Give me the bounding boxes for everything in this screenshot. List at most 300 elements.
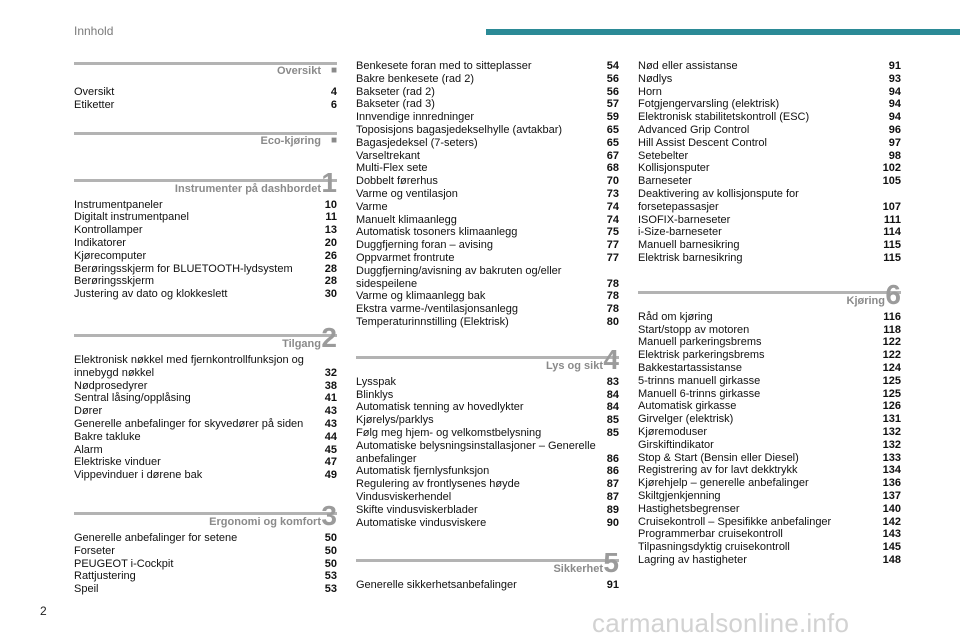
toc-entry-page: 28 <box>324 262 337 275</box>
toc-entry-page: 50 <box>324 557 337 570</box>
toc-entry-title: Varseltrekant <box>356 149 420 162</box>
toc-entry-title: 5-trinns manuell girkasse <box>638 374 761 387</box>
toc-entry-title: Bakseter (rad 2) <box>356 85 435 98</box>
toc-entry-title: Barneseter <box>638 175 692 188</box>
toc-entry[interactable] <box>638 541 901 554</box>
toc-entry[interactable] <box>638 111 901 124</box>
section-tilgang <box>74 321 337 482</box>
toc-entry-page: 126 <box>882 400 901 413</box>
toc-entry-page: 6 <box>330 98 337 111</box>
toc-entry-page: 68 <box>606 162 619 175</box>
toc-entry-title: Rattjustering <box>74 570 136 583</box>
toc-entry[interactable] <box>638 311 901 324</box>
toc-entry-title: Automatisk girkasse <box>638 400 737 413</box>
toc-entry-page: 56 <box>606 85 619 98</box>
toc-entry[interactable] <box>638 226 901 239</box>
toc-entry-page: 30 <box>324 288 337 301</box>
toc-entry[interactable] <box>638 86 901 99</box>
toc-entry[interactable] <box>74 469 337 482</box>
section-instrumenter-pa-dashbordet <box>74 166 337 301</box>
toc-entry-page: 87 <box>606 490 619 503</box>
section-rule <box>74 334 337 337</box>
section-rule <box>74 512 337 515</box>
toc-entry-page: 131 <box>882 413 901 426</box>
section-sikkerhet <box>638 60 901 265</box>
toc-entry[interactable] <box>638 150 901 163</box>
toc-entry-page: 94 <box>888 85 901 98</box>
toc-entry[interactable] <box>356 73 619 86</box>
section-number: 1 <box>321 166 337 198</box>
section-number: 6 <box>885 278 901 310</box>
section-header <box>74 60 337 86</box>
toc-entry-page: 140 <box>882 502 901 515</box>
toc-entry[interactable] <box>74 263 337 276</box>
toc-entry[interactable] <box>638 98 901 111</box>
section-header <box>74 499 337 532</box>
toc-entry-title: Instrumentpaneler <box>74 198 163 211</box>
toc-entry-page: 41 <box>324 392 337 405</box>
section-number: 2 <box>321 321 337 353</box>
toc-entry[interactable] <box>74 250 337 263</box>
toc-entry-title: Indikatorer <box>74 236 126 249</box>
toc-entry-page: 20 <box>324 236 337 249</box>
toc-entry-page: 53 <box>324 570 337 583</box>
toc-entry-title: Registrering av for lavt dekktrykk <box>638 464 798 477</box>
toc-entry-page: 11 <box>325 211 337 224</box>
toc-entry-page: 111 <box>883 213 901 226</box>
section-kj-ring <box>638 278 901 567</box>
toc-entry[interactable] <box>74 288 337 301</box>
toc-entry[interactable] <box>74 558 337 571</box>
toc-entry-page: 57 <box>606 98 619 111</box>
toc-entry-title: Varme og ventilasjon <box>356 187 458 200</box>
section-title: Sikkerhet <box>553 563 603 576</box>
toc-entry-title: Advanced Grip Control <box>638 123 750 136</box>
toc-entry[interactable] <box>356 98 619 111</box>
toc-entry[interactable] <box>356 316 619 329</box>
toc-entry-page: 94 <box>888 98 901 111</box>
toc-entry[interactable] <box>356 265 619 291</box>
toc-entry-page: 4 <box>330 86 337 98</box>
toc-entry-page: 107 <box>882 200 901 213</box>
toc-entry[interactable] <box>638 214 901 227</box>
toc-entry[interactable] <box>74 380 337 393</box>
toc-entry[interactable] <box>638 188 901 214</box>
toc-entry[interactable] <box>638 400 901 413</box>
toc-entry-title: Nødprosedyrer <box>74 379 148 392</box>
toc-entry[interactable] <box>638 73 901 86</box>
toc-entry[interactable] <box>356 504 619 517</box>
toc-entry-page: 26 <box>324 249 337 262</box>
toc-entry-title: Alarm <box>74 443 103 456</box>
toc-entry[interactable] <box>74 456 337 469</box>
section-header <box>74 130 337 156</box>
toc-entry-page: 84 <box>606 401 619 414</box>
toc-entry[interactable] <box>638 439 901 452</box>
toc-entry-page: 50 <box>324 531 337 544</box>
toc-entry-title: Ekstra varme-/ventilasjonsanlegg <box>356 303 519 316</box>
toc-entry-title: Multi-Flex sete <box>356 162 428 175</box>
section-lys-og-sikt <box>356 343 619 530</box>
watermark: carmanualsonline.info <box>592 608 850 638</box>
toc-entry-title: Varme <box>356 200 388 213</box>
toc-entry-title: Temperaturinnstilling (Elektrisk) <box>356 315 509 328</box>
toc-entry-page: 10 <box>324 198 337 211</box>
toc-entry-title: Bakkestartassistanse <box>638 361 742 374</box>
toc-entry-page: 84 <box>606 388 619 401</box>
toc-entry-title: Råd om kjøring <box>638 310 713 323</box>
toc-entry[interactable] <box>356 214 619 227</box>
toc-entry-title: Hastighetsbegrenser <box>638 502 740 515</box>
toc-entry[interactable] <box>638 137 901 150</box>
toc-entry-page: 90 <box>606 516 619 529</box>
toc-entry-title: Tilpasningsdyktig cruisekontroll <box>638 541 790 554</box>
toc-entry[interactable] <box>356 226 619 239</box>
toc-entry-title: Programmerbar cruisekontroll <box>638 528 783 541</box>
toc-entry[interactable] <box>638 375 901 388</box>
toc-entry[interactable] <box>74 418 337 431</box>
toc-entry[interactable] <box>356 188 619 201</box>
toc-entry-title: Duggfjerning foran – avising <box>356 239 493 252</box>
toc-entry-page: 137 <box>882 489 901 502</box>
toc-entry-page: 43 <box>324 405 337 418</box>
section-title: Instrumenter på dashbordet <box>174 182 321 195</box>
toc-entry-title: Kollisjonsputer <box>638 162 710 175</box>
toc-entry[interactable] <box>638 324 901 337</box>
toc-entry-page: 77 <box>606 251 619 264</box>
toc-entry-page: 67 <box>606 149 619 162</box>
toc-entry[interactable] <box>74 275 337 288</box>
section-title: Ergonomi og komfort <box>209 515 321 528</box>
toc-entry-page: 96 <box>888 123 901 136</box>
toc-entry-page: 118 <box>883 323 901 336</box>
section-header <box>74 166 337 199</box>
toc-entry-page: 116 <box>883 310 901 323</box>
toc-entry[interactable] <box>74 99 337 112</box>
toc-entry[interactable] <box>638 239 901 252</box>
toc-entry-title: Nødlys <box>638 72 673 85</box>
toc-entry-title: Kjørehjelp – generelle anbefalinger <box>638 477 809 490</box>
toc-entry[interactable] <box>356 162 619 175</box>
toc-entry[interactable] <box>356 86 619 99</box>
toc-entry[interactable] <box>356 376 619 389</box>
toc-entry[interactable] <box>74 532 337 545</box>
toc-entry[interactable] <box>74 392 337 405</box>
toc-entry[interactable] <box>356 465 619 478</box>
toc-entry-page: 133 <box>882 451 901 464</box>
toc-entry[interactable] <box>638 162 901 175</box>
toc-entry-title: Vippevinduer i dørene bak <box>74 469 203 482</box>
toc-entry[interactable] <box>74 545 337 558</box>
toc-entry[interactable] <box>356 478 619 491</box>
toc-entry-page: 91 <box>606 579 619 592</box>
toc-entry-page: 132 <box>882 438 901 451</box>
toc-entry[interactable] <box>638 175 901 188</box>
toc-entry[interactable] <box>74 86 337 99</box>
toc-entry-page: 65 <box>606 123 619 136</box>
toc-entry-title: Automatisk fjernlysfunksjon <box>356 465 490 478</box>
toc-entry-title: Hill Assist Descent Control <box>638 136 767 149</box>
toc-entry-page: 86 <box>606 452 619 465</box>
toc-entry-page: 78 <box>606 290 619 303</box>
toc-entry[interactable] <box>638 336 901 349</box>
running-header: Innhold <box>74 24 114 38</box>
toc-entry[interactable] <box>356 414 619 427</box>
toc-entry-title: Etiketter <box>74 98 115 111</box>
toc-entry[interactable] <box>356 201 619 214</box>
toc-entry-page: 28 <box>324 275 337 288</box>
toc-entry-page: 50 <box>324 544 337 557</box>
toc-entry[interactable] <box>74 199 337 212</box>
toc-entry-page: 89 <box>606 503 619 516</box>
toc-entry-page: 78 <box>606 277 619 290</box>
toc-entry-page: 91 <box>888 60 901 72</box>
toc-entry-title: Skifte vindusviskerblader <box>356 503 478 516</box>
toc-entry-title: Berøringsskjerm <box>74 275 155 288</box>
toc-entry[interactable] <box>74 444 337 457</box>
toc-entry-page: 73 <box>606 187 619 200</box>
toc-entry-page: 78 <box>606 303 619 316</box>
toc-entry[interactable] <box>356 175 619 188</box>
toc-entry-page: 122 <box>882 349 901 362</box>
toc-entry-title: Cruisekontroll – Spesifikke anbefalinger <box>638 515 832 528</box>
toc-entry[interactable] <box>74 237 337 250</box>
toc-entry-title: Girvelger (elektrisk) <box>638 413 734 426</box>
toc-entry[interactable] <box>356 137 619 150</box>
toc-entry[interactable] <box>638 349 901 362</box>
section-title: Kjøring <box>846 294 885 307</box>
toc-entry-title: Deaktivering av kollisjonspute for forsetepassasjer <box>638 187 799 213</box>
section-header <box>356 343 619 376</box>
toc-entry-title: Start/stopp av motoren <box>638 323 750 336</box>
toc-entry-page: 59 <box>606 111 619 124</box>
toc-entry-title: Setebelter <box>638 149 689 162</box>
toc-entry-page: 97 <box>888 136 901 149</box>
toc-entry[interactable] <box>638 124 901 137</box>
toc-entry-page: 94 <box>888 111 901 124</box>
toc-entry[interactable] <box>638 252 901 265</box>
toc-entry[interactable] <box>356 427 619 440</box>
section-sikkerhet <box>356 547 619 592</box>
toc-entry[interactable] <box>638 426 901 439</box>
toc-column-2 <box>356 60 619 592</box>
toc-entry[interactable] <box>356 517 619 530</box>
toc-entry-title: Elektriske vinduer <box>74 456 161 469</box>
section-header <box>356 547 619 579</box>
toc-entry-title: Lysspak <box>356 375 396 388</box>
toc-entry-title: Horn <box>638 85 662 98</box>
toc-entry[interactable] <box>356 491 619 504</box>
toc-entry-page: 132 <box>882 425 901 438</box>
toc-entry[interactable] <box>638 388 901 401</box>
toc-entry-title: Innvendige innredninger <box>356 111 475 124</box>
toc-entry-title: Sentral låsing/opplåsing <box>74 392 191 405</box>
toc-entry-title: Elektronisk nøkkel med fjernkontrollfunksjon og innebygd nøkkel <box>74 353 304 379</box>
toc-entry-title: Elektronisk stabilitetskontroll (ESC) <box>638 111 810 124</box>
toc-column-1 <box>74 60 337 596</box>
toc-entry-page: 85 <box>606 426 619 439</box>
toc-entry-title: Stop & Start (Bensin eller Diesel) <box>638 451 799 464</box>
section-title: Eco-kjøring <box>260 134 321 147</box>
toc-entry[interactable] <box>638 490 901 503</box>
toc-entry[interactable] <box>74 354 337 380</box>
toc-entry-title: ISOFIX-barneseter <box>638 213 731 226</box>
toc-entry[interactable] <box>74 431 337 444</box>
toc-entry-page: 80 <box>606 315 619 328</box>
toc-entry-page: 125 <box>882 374 901 387</box>
toc-entry[interactable] <box>356 290 619 303</box>
toc-entry-title: Dører <box>74 405 103 418</box>
toc-entry-title: Kontrollamper <box>74 224 143 237</box>
toc-entry-title: Manuell parkeringsbrems <box>638 336 762 349</box>
toc-entry-title: Kjørelys/parklys <box>356 414 434 427</box>
section-ergonomi-og-komfort <box>356 60 619 329</box>
toc-entry[interactable] <box>638 413 901 426</box>
toc-entry-title: Speil <box>74 583 99 596</box>
toc-entry-title: Duggfjerning/avisning av bakruten og/eller sidespeilene <box>356 264 562 290</box>
toc-entry-page: 54 <box>606 60 619 72</box>
toc-entry-page: 13 <box>324 224 337 237</box>
section-title: Tilgang <box>282 337 321 350</box>
toc-entry-page: 124 <box>882 361 901 374</box>
toc-entry-title: Manuell barnesikring <box>638 239 740 252</box>
toc-entry-title: Skiltgjenkjenning <box>638 489 721 502</box>
toc-entry-title: Generelle sikkerhetsanbefalinger <box>356 579 517 592</box>
section-number: 5 <box>603 547 619 579</box>
toc-entry-title: Bakre takluke <box>74 430 141 443</box>
toc-entry-page: 47 <box>324 456 337 469</box>
toc-entry-title: Følg meg hjem- og velkomstbelysning <box>356 426 542 439</box>
toc-entry-title: Bakseter (rad 3) <box>356 98 435 111</box>
toc-entry[interactable] <box>638 60 901 73</box>
toc-entry-title: Justering av dato og klokkeslett <box>74 288 228 301</box>
toc-entry[interactable] <box>638 477 901 490</box>
toc-entry-title: Elektrisk parkeringsbrems <box>638 349 765 362</box>
toc-entry[interactable] <box>74 224 337 237</box>
toc-entry-title: Lagring av hastigheter <box>638 553 747 566</box>
toc-entry[interactable] <box>356 579 619 592</box>
toc-entry-page: 125 <box>882 387 901 400</box>
header-accent-bar <box>486 29 960 35</box>
toc-entry-page: 75 <box>606 226 619 239</box>
toc-entry[interactable] <box>638 362 901 375</box>
square-bullet-icon: ■ <box>330 65 337 76</box>
toc-entry-title: Vindusviskerhendel <box>356 490 452 503</box>
toc-entry-page: 44 <box>324 430 337 443</box>
toc-entry-page: 115 <box>883 239 901 252</box>
toc-entry[interactable] <box>638 516 901 529</box>
toc-entry-page: 74 <box>606 200 619 213</box>
toc-entry-title: Benkesete foran med to sitteplasser <box>356 60 532 72</box>
toc-entry-title: Manuelt klimaanlegg <box>356 213 457 226</box>
toc-entry-page: 142 <box>882 515 901 528</box>
toc-entry[interactable] <box>74 583 337 596</box>
toc-entry[interactable] <box>638 452 901 465</box>
toc-entry-page: 87 <box>606 478 619 491</box>
toc-entry-page: 143 <box>882 528 901 541</box>
toc-entry-title: Automatiske belysningsinstallasjoner – Generelle anbefalinger <box>356 439 596 465</box>
toc-entry[interactable] <box>356 252 619 265</box>
toc-entry[interactable] <box>638 464 901 477</box>
toc-entry-title: Berøringsskjerm for BLUETOOTH-lydsystem <box>74 262 293 275</box>
toc-entry-title: Automatisk tenning av hovedlykter <box>356 401 524 414</box>
toc-entry-title: Oversikt <box>74 86 115 98</box>
toc-entry-page: 93 <box>888 72 901 85</box>
toc-entry[interactable] <box>356 150 619 163</box>
toc-entry-title: Automatiske vindusviskere <box>356 516 487 529</box>
toc-entry[interactable] <box>356 124 619 137</box>
toc-entry-page: 114 <box>883 226 901 239</box>
toc-entry[interactable] <box>356 440 619 466</box>
toc-entry-title: Regulering av frontlysenes høyde <box>356 478 520 491</box>
toc-entry-page: 43 <box>324 417 337 430</box>
toc-entry-page: 32 <box>324 366 337 379</box>
toc-entry-page: 148 <box>882 553 901 566</box>
section-ergonomi-og-komfort <box>74 499 337 596</box>
section-title: Oversikt <box>276 65 321 77</box>
toc-entry-title: Girskiftindikator <box>638 438 714 451</box>
section-number: 4 <box>603 343 619 375</box>
section-eco-kj-ring <box>74 130 337 156</box>
toc-entry[interactable] <box>74 405 337 418</box>
toc-entry[interactable] <box>74 570 337 583</box>
toc-entry[interactable] <box>356 401 619 414</box>
toc-entry-page: 115 <box>883 251 901 264</box>
toc-entry-title: Kjøremoduser <box>638 425 708 438</box>
section-oversikt <box>74 60 337 112</box>
toc-entry[interactable] <box>638 503 901 516</box>
toc-entry-page: 85 <box>606 414 619 427</box>
square-bullet-icon: ■ <box>330 134 337 146</box>
toc-entry-page: 77 <box>606 239 619 252</box>
section-rule <box>638 291 901 294</box>
section-rule <box>356 559 619 562</box>
toc-column-3 <box>638 60 901 567</box>
toc-entry[interactable] <box>356 303 619 316</box>
toc-entry[interactable] <box>74 211 337 224</box>
toc-entry-title: Varme og klimaanlegg bak <box>356 290 486 303</box>
toc-entry-title: Automatisk tosoners klimaanlegg <box>356 226 518 239</box>
toc-entry-title: Manuell 6-trinns girkasse <box>638 387 761 400</box>
toc-entry-title: Oppvarmet frontrute <box>356 251 455 264</box>
toc-entry[interactable] <box>638 528 901 541</box>
toc-entry-page: 49 <box>324 469 337 482</box>
toc-entry[interactable] <box>356 389 619 402</box>
toc-entry-page: 56 <box>606 72 619 85</box>
toc-entry[interactable] <box>356 60 619 73</box>
toc-entry-page: 98 <box>888 149 901 162</box>
toc-entry-title: PEUGEOT i-Cockpit <box>74 557 174 570</box>
section-number: 3 <box>321 499 337 531</box>
toc-entry-title: Bagasjedeksel (7-seters) <box>356 136 478 149</box>
toc-entry-title: i-Size-barneseter <box>638 226 722 239</box>
toc-entry-title: Generelle anbefalinger for setene <box>74 531 238 544</box>
toc-entry-title: Fotgjengervarsling (elektrisk) <box>638 98 780 111</box>
toc-entry-page: 86 <box>606 465 619 478</box>
toc-entry[interactable] <box>356 111 619 124</box>
toc-entry-page: 45 <box>324 443 337 456</box>
toc-entry[interactable] <box>356 239 619 252</box>
section-title: Lys og sikt <box>545 359 603 372</box>
toc-entry-page: 102 <box>882 162 901 175</box>
toc-entry-page: 70 <box>606 175 619 188</box>
toc-entry-title: Kjørecomputer <box>74 249 147 262</box>
toc-entry[interactable] <box>638 554 901 567</box>
toc-entry-title: Digitalt instrumentpanel <box>74 211 189 224</box>
section-header <box>638 278 901 311</box>
toc-entry-page: 38 <box>324 379 337 392</box>
toc-entry-page: 74 <box>606 213 619 226</box>
